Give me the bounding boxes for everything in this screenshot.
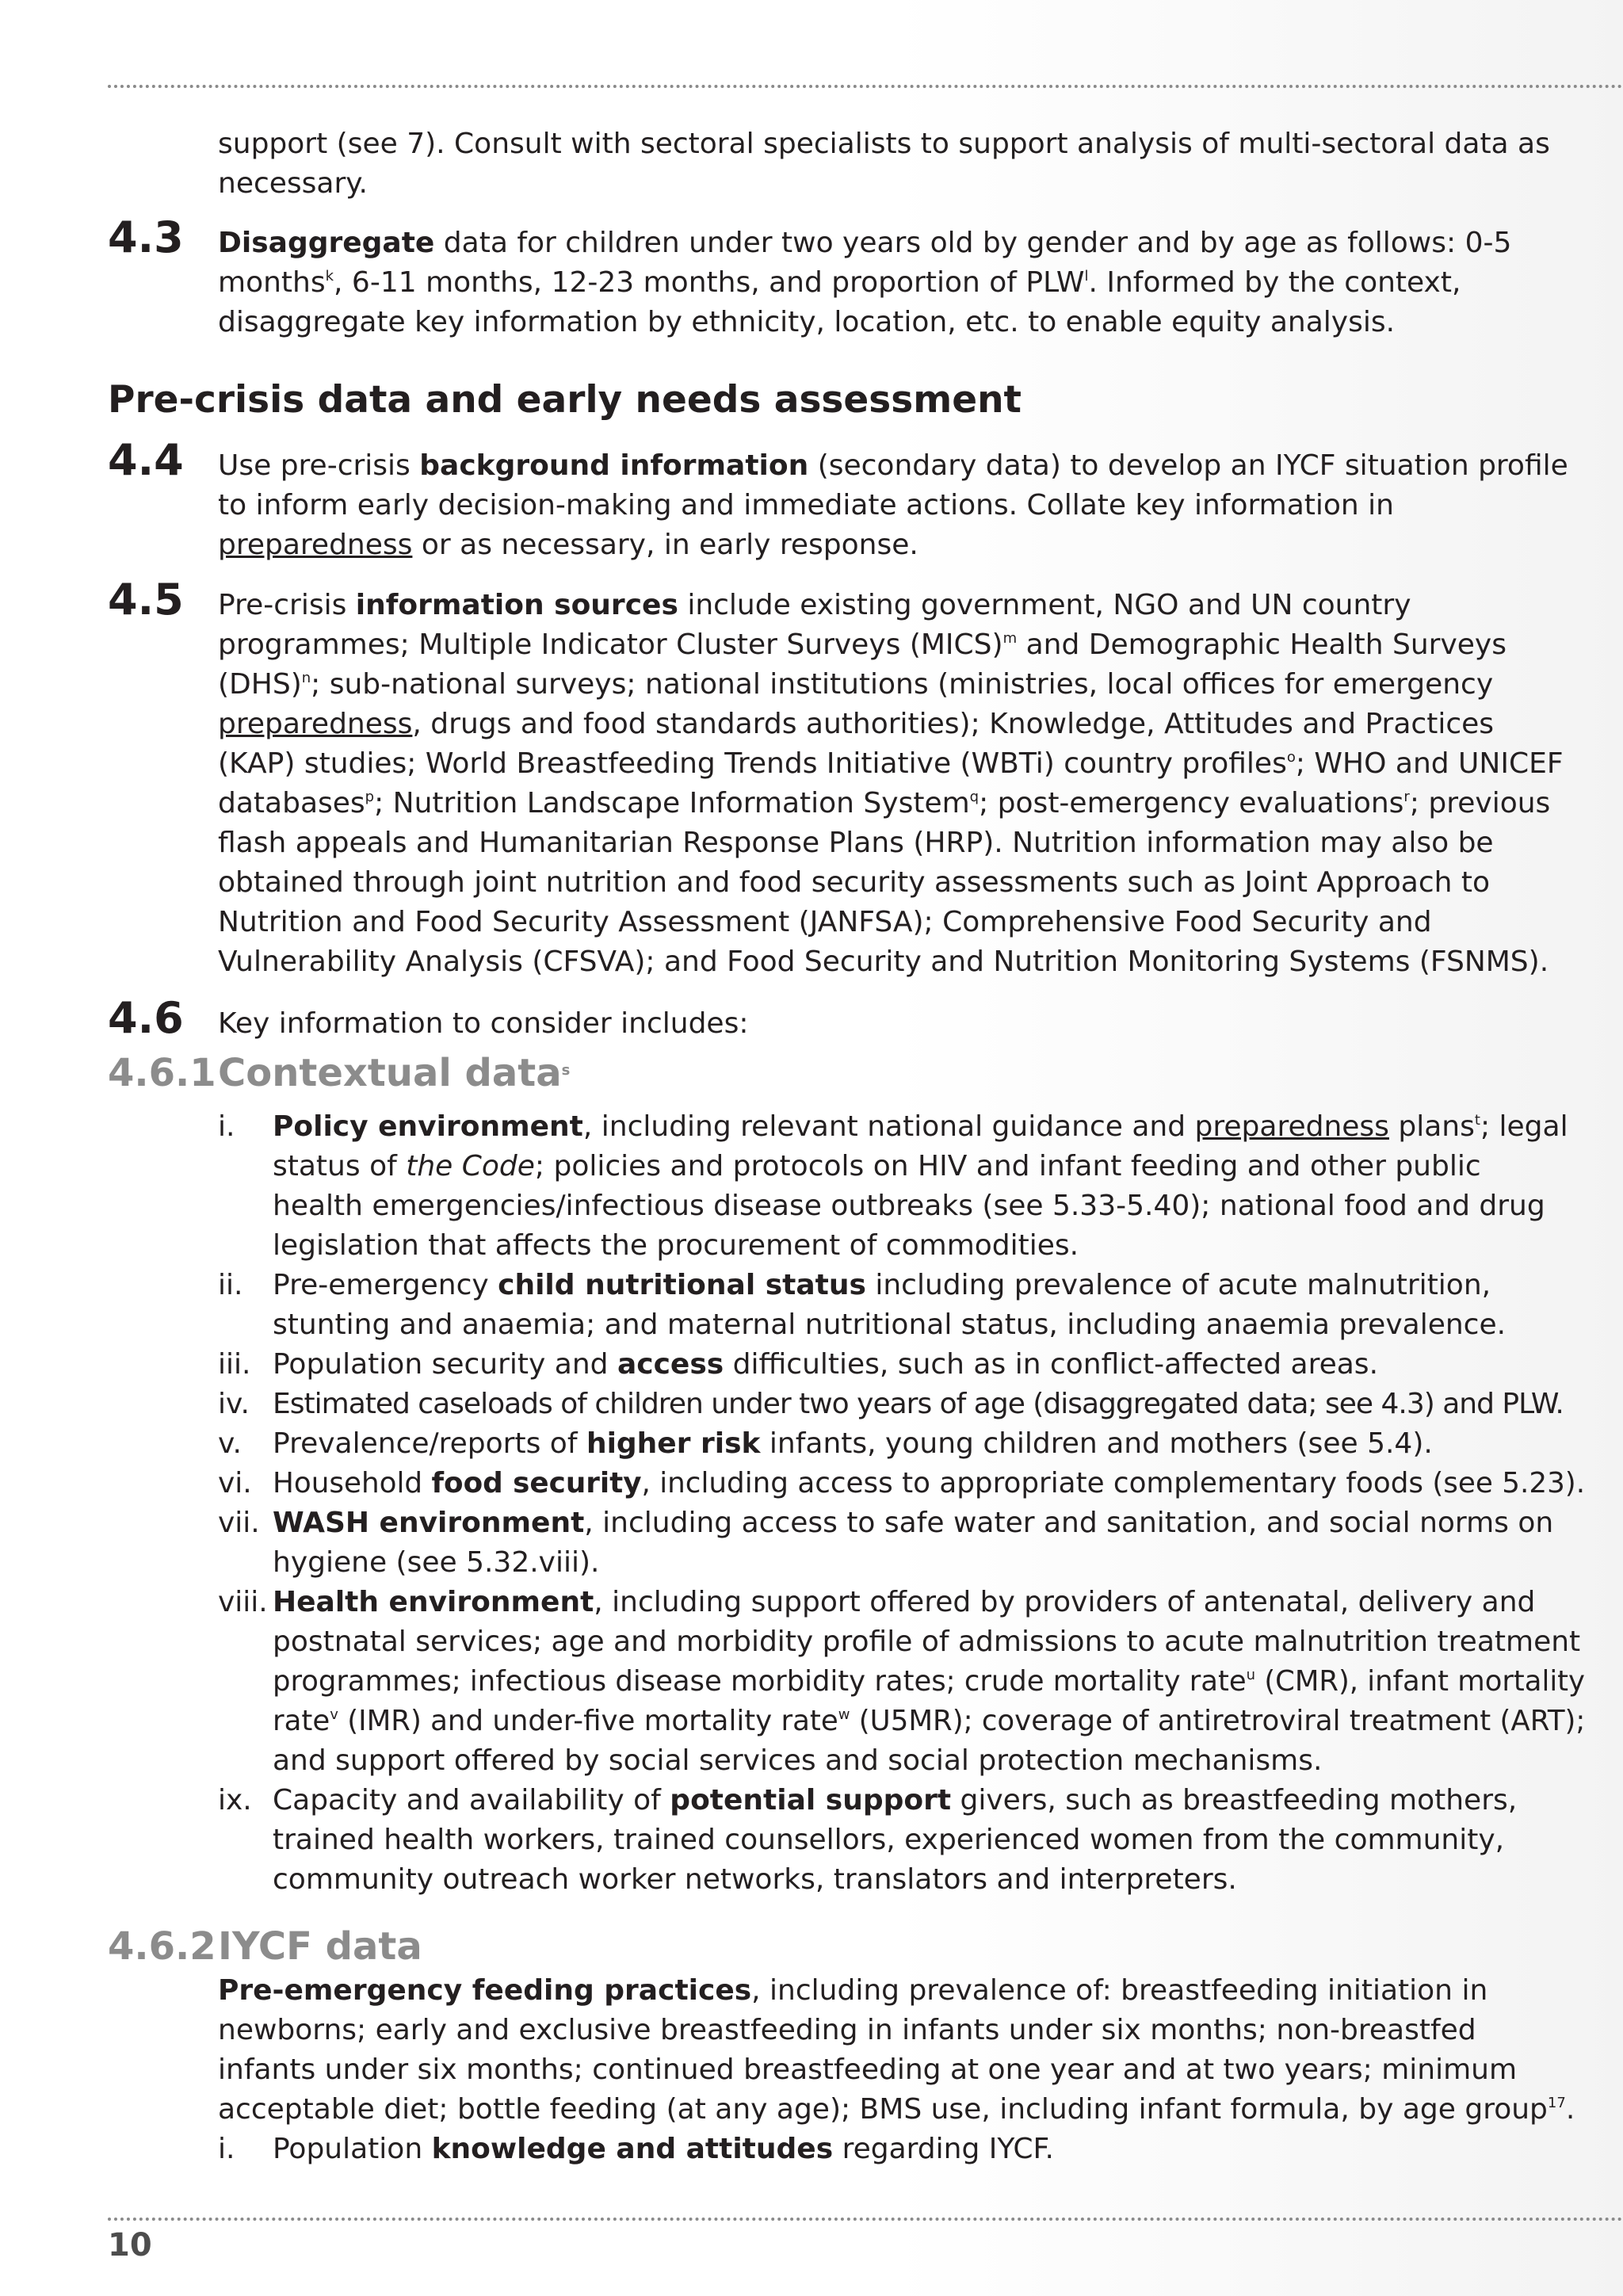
subsection-number: 4.6.1: [108, 1051, 216, 1095]
list-marker: vii.: [218, 1507, 260, 1539]
section-heading: Pre-crisis data and early needs assessment: [108, 378, 1022, 422]
list-marker: ii.: [218, 1269, 243, 1301]
paragraph-line: newborns; early and exclusive breastfeeding in infants under six months; non-breastfed: [218, 2014, 1476, 2046]
list-item-line: programmes; infectious disease morbidity rates; crude mortality rate$^u$ (CMR), infant mortality: [273, 1665, 1585, 1698]
list-item-line: Estimated caseloads of children under two years of age (disaggregated data; see 4.3) and PLW.: [273, 1388, 1564, 1420]
section-number: 4.6: [108, 993, 184, 1043]
list-marker: i.: [218, 2133, 235, 2165]
section-number: 4.4: [108, 435, 184, 485]
paragraph-line: Use pre-crisis background information (secondary data) to develop an IYCF situation profile: [218, 449, 1568, 482]
subsection-title: IYCF data: [218, 1924, 422, 1969]
list-item-line: legislation that affects the procurement of commodities.: [273, 1229, 1079, 1262]
list-item-line: Household food security, including access to appropriate complementary foods (see 5.23).: [273, 1467, 1586, 1499]
paragraph-line: acceptable diet; bottle feeding (at any age); BMS use, including infant formula, by age group$^{17}$.: [218, 2093, 1575, 2126]
page-number: 10: [108, 2227, 152, 2264]
paragraph-line: necessary.: [218, 167, 368, 200]
subsection-number: 4.6.2: [108, 1924, 216, 1969]
paragraph-line: (KAP) studies; World Breastfeeding Trends Initiative (WBTi) country profiles$^o$; WHO and UNICEF: [218, 747, 1564, 780]
list-item-line: WASH environment, including access to safe water and sanitation, and social norms on: [273, 1507, 1554, 1539]
list-item-line: postnatal services; age and morbidity profile of admissions to acute malnutrition treatment: [273, 1626, 1581, 1658]
list-item-line: hygiene (see 5.32.viii).: [273, 1546, 600, 1579]
paragraph-line: (DHS)$^n$; sub-national surveys; national institutions (ministries, local offices for emergency: [218, 668, 1494, 701]
list-item-line: trained health workers, trained counsellors, experienced women from the community,: [273, 1824, 1505, 1856]
list-marker: viii.: [218, 1586, 268, 1618]
subsection-title: Contextual data$^s$: [218, 1051, 571, 1095]
list-item-line: and support offered by social services and social protection mechanisms.: [273, 1744, 1323, 1777]
paragraph-line: Vulnerability Analysis (CFSVA); and Food Security and Nutrition Monitoring Systems (FSNMS).: [218, 946, 1549, 978]
list-item-line: Population security and access difficulties, such as in conflict-affected areas.: [273, 1348, 1379, 1381]
paragraph-line: preparedness or as necessary, in early response.: [218, 529, 918, 561]
list-marker: iv.: [218, 1388, 250, 1420]
list-item-line: Policy environment, including relevant national guidance and preparedness plans$^t$; legal: [273, 1110, 1568, 1143]
paragraph-line: Pre-crisis information sources include existing government, NGO and UN country: [218, 589, 1411, 621]
list-marker: i.: [218, 1110, 235, 1143]
list-item-line: Population knowledge and attitudes regarding IYCF.: [273, 2133, 1054, 2165]
bottom-dotted-divider: [108, 2218, 1623, 2221]
list-item-line: health emergencies/infectious disease outbreaks (see 5.33-5.40); national food and drug: [273, 1190, 1545, 1222]
paragraph-line: Nutrition and Food Security Assessment (JANFSA); Comprehensive Food Security and: [218, 906, 1432, 938]
list-item-line: Capacity and availability of potential support givers, such as breastfeeding mothers,: [273, 1784, 1518, 1817]
paragraph-line: Key information to consider includes:: [218, 1007, 749, 1040]
paragraph-line: infants under six months; continued breastfeeding at one year and at two years; minimum: [218, 2053, 1518, 2086]
list-marker: vi.: [218, 1467, 252, 1499]
paragraph-line: preparedness, drugs and food standards authorities); Knowledge, Attitudes and Practices: [218, 708, 1495, 740]
paragraph-line: disaggregate key information by ethnicity, location, etc. to enable equity analysis.: [218, 306, 1396, 338]
list-item-line: Prevalence/reports of higher risk infants, young children and mothers (see 5.4).: [273, 1427, 1433, 1460]
paragraph-line: support (see 7). Consult with sectoral specialists to support analysis of multi-sectoral data as: [218, 128, 1550, 160]
list-item-line: Pre-emergency child nutritional status including prevalence of acute malnutrition,: [273, 1269, 1491, 1301]
list-marker: v.: [218, 1427, 242, 1460]
list-item-line: Health environment, including support offered by providers of antenatal, delivery and: [273, 1586, 1536, 1618]
list-item-line: stunting and anaemia; and maternal nutritional status, including anaemia prevalence.: [273, 1308, 1507, 1341]
top-dotted-divider: [108, 85, 1623, 88]
list-item-line: status of the Code; policies and protocols on HIV and infant feeding and other public: [273, 1150, 1481, 1182]
list-item-line: rate$^v$ (IMR) and under-five mortality rate$^w$ (U5MR); coverage of antiretroviral treatment (ART);: [273, 1705, 1586, 1737]
paragraph-line: Pre-emergency feeding practices, including prevalence of: breastfeeding initiation in: [218, 1974, 1488, 2007]
paragraph-line: obtained through joint nutrition and food security assessments such as Joint Approach to: [218, 866, 1491, 899]
paragraph-line: flash appeals and Humanitarian Response Plans (HRP). Nutrition information may also be: [218, 827, 1494, 859]
paragraph-line: databases$^p$; Nutrition Landscape Information System$^q$; post-emergency evaluations$^r$; previous: [218, 787, 1551, 819]
list-item-line: community outreach worker networks, translators and interpreters.: [273, 1863, 1237, 1896]
section-number: 4.5: [108, 575, 184, 625]
paragraph-line: to inform early decision-making and immediate actions. Collate key information in: [218, 489, 1394, 521]
paragraph-line: programmes; Multiple Indicator Cluster Surveys (MICS)$^m$ and Demographic Health Surveys: [218, 628, 1507, 661]
paragraph-line: Disaggregate data for children under two years old by gender and by age as follows: 0-5: [218, 227, 1512, 259]
section-number: 4.3: [108, 212, 184, 262]
paragraph-line: months$^k$, 6-11 months, 12-23 months, and proportion of PLW$^l$. Informed by the context,: [218, 266, 1461, 299]
list-marker: ix.: [218, 1784, 252, 1817]
list-marker: iii.: [218, 1348, 251, 1381]
